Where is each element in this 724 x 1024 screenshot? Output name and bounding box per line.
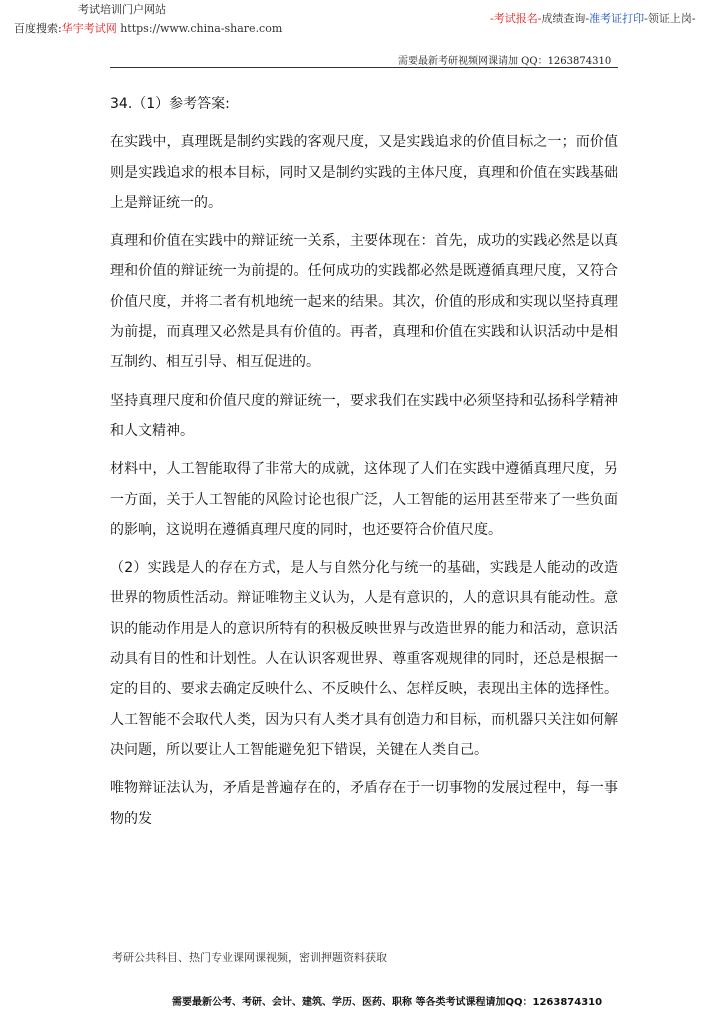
- link-certificate[interactable]: -领证上岗-: [644, 12, 696, 25]
- answer-content: [110, 89, 618, 834]
- header-contact: 需要最新考研视频网课请加 QQ：1263874310: [398, 56, 612, 67]
- paragraph: 在实践中，真理既是制约实践的客观尺度，又是实践追求的价值目标之一；而价值则是实践追求的根本目标，同时又是制约实践的主体尺度，真理和价值在实践基础上是辩证统一的。: [110, 134, 618, 211]
- paragraph: （2）实践是人的存在方式，是人与自然分化与统一的基础，实践是人能动的改造世界的物质性活动。辩证唯物主义认为，人是有意识的，人的意识具有能动性。意识的能动作用是人的意识所特有的积极反映世界与改造世界的能力和活动，意识活动具有目的性和计划性。人在认识客观世界、尊重客观规律的同时，还总是根据一定的目的、要求去确定反映什么、不反映什么、怎样反映，表现出主体的选择性。人工智能不会取代人类，因为只有人类才具有创造力和目标，而机器只关注如何解决问题，所以要让人工智能避免犯下错误，关键在人类自己。: [110, 560, 618, 758]
- site-url[interactable]: https://www.china-share.com: [120, 22, 283, 35]
- header-divider: [110, 67, 618, 68]
- header-links: [490, 10, 696, 26]
- footer-note: 考研公共科目、热门专业课网课视频，密训押题资料获取: [112, 951, 387, 964]
- paragraph: 唯物辩证法认为，矛盾是普遍存在的，矛盾存在于一切事物的发展过程中，每一事物的发: [110, 780, 618, 827]
- search-label: 百度搜索:: [14, 22, 62, 35]
- paragraph: 坚持真理尺度和价值尺度的辩证统一，要求我们在实践中必须坚持和弘扬科学精神和人文精神。: [110, 392, 618, 439]
- header-search-line: [14, 20, 282, 36]
- link-admission-ticket[interactable]: 准考证打印: [589, 12, 645, 25]
- header-site-name: 考试培训门户网站: [78, 3, 166, 16]
- paragraph: 真理和价值在实践中的辩证统一关系，主要体现在：首先，成功的实践必然是以真理和价值的辩证统一为前提的。任何成功的实践都必然是既遵循真理尺度，又符合价值尺度，并将二者有机地统一起来的结果。其次，价值的形成和实现以坚持真理为前提，而真理又必然是具有价值的。再者，真理和价值在实践和认识活动中是相互制约、相互引导、相互促进的。: [110, 233, 618, 371]
- footer-contact: 需要最新公考、考研、会计、建筑、学历、医药、职称 等各类考试课程请加QQ：1263874310: [172, 997, 603, 1008]
- brand-link[interactable]: 华宇考试网: [61, 22, 117, 35]
- link-exam-registration[interactable]: -考试报名-: [490, 12, 542, 25]
- link-score-query[interactable]: 成绩查询-: [541, 12, 590, 25]
- question-number: 34.（1）参考答案:: [110, 96, 230, 112]
- paragraph: 材料中，人工智能取得了非常大的成就，这体现了人们在实践中遵循真理尺度，另一方面，关于人工智能的风险讨论也很广泛，人工智能的运用甚至带来了一些负面的影响，这说明在遵循真理尺度的同时，也还要符合价值尺度。: [110, 461, 618, 538]
